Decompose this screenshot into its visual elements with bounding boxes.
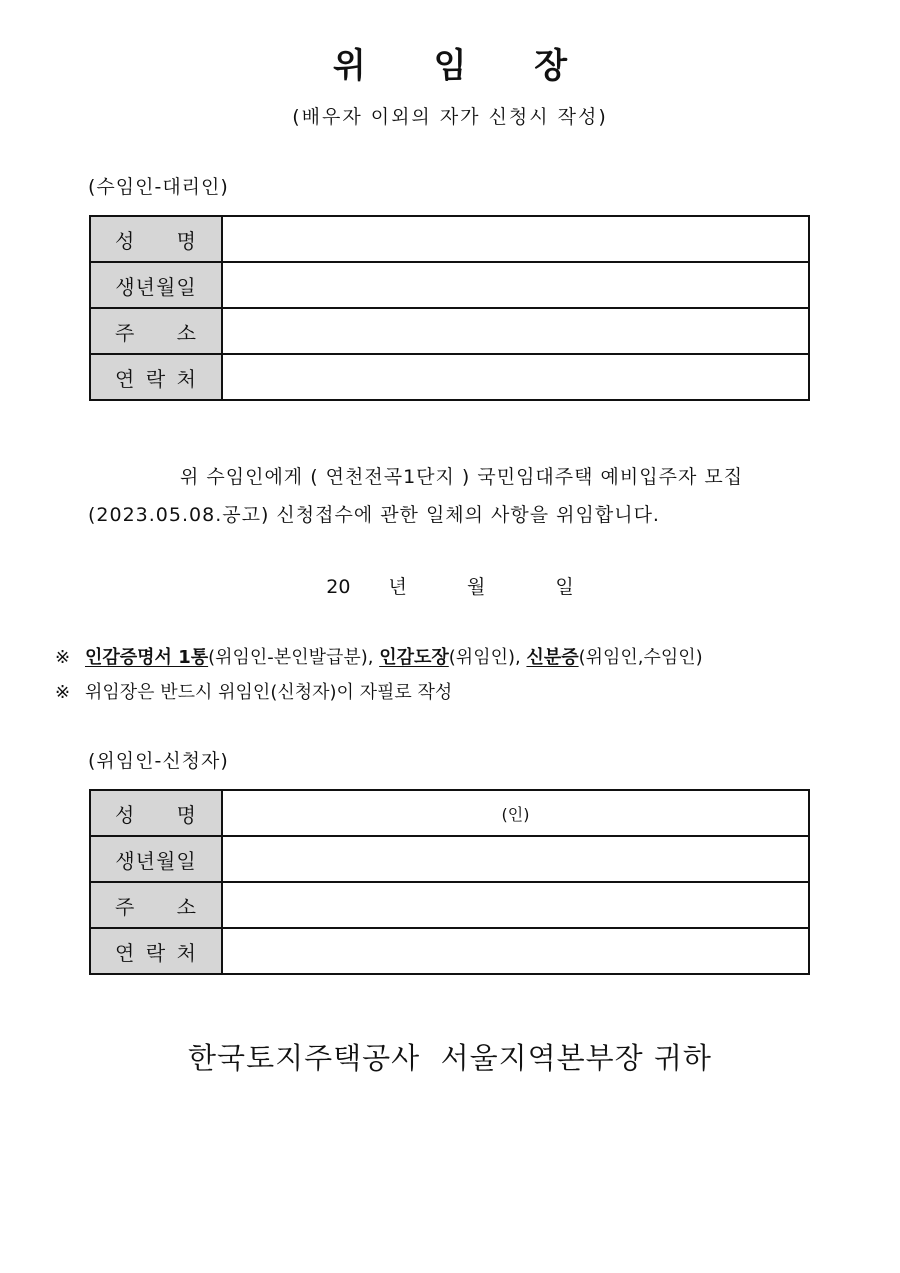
proxy-address-field[interactable] <box>222 308 809 354</box>
table-row <box>90 790 809 836</box>
proxy-contact-field[interactable] <box>222 354 809 400</box>
statement-line-1: 위 수임인에게 ( 연천전곡1단지 ) 국민임대주택 예비입주자 모집 <box>180 466 744 488</box>
document-subtitle: (배우자 이외의 자가 신청시 작성) <box>292 106 608 128</box>
addressee: 한국토지주택공사 서울지역본부장 귀하 <box>188 1041 712 1075</box>
birthdate-label: 생년월일 <box>90 836 222 882</box>
proxy-section-label: (수임인-대리인) <box>88 176 229 198</box>
grantor-info-table <box>89 789 810 975</box>
statement-line-2: (2023.05.08.공고) 신청접수에 관한 일체의 사항을 위임합니다. <box>88 504 660 526</box>
note-handwriting: ※ 위임장은 반드시 위임인(신청자)이 자필로 작성 <box>55 682 453 703</box>
table-row <box>90 836 809 882</box>
table-row <box>90 354 809 400</box>
proxy-birthdate-field[interactable] <box>222 262 809 308</box>
delegation-statement <box>88 458 854 534</box>
table-row <box>90 882 809 928</box>
grantor-address-field[interactable] <box>222 882 809 928</box>
month-label: 월 <box>466 576 486 598</box>
address-label: 주 소 <box>90 882 222 928</box>
year-prefix: 20 <box>326 576 351 598</box>
year-label: 년 <box>388 576 407 598</box>
table-row <box>90 262 809 308</box>
birthdate-label: 생년월일 <box>90 262 222 308</box>
grantor-section-label: (위임인-신청자) <box>88 750 229 772</box>
name-label: 성 명 <box>90 216 222 262</box>
contact-label: 연 락 처 <box>90 928 222 974</box>
table-row <box>90 308 809 354</box>
document-title: 위 임 장 <box>332 46 596 86</box>
grantor-contact-field[interactable] <box>222 928 809 974</box>
reference-mark-icon: ※ <box>55 647 71 668</box>
proxy-info-table <box>89 215 810 401</box>
address-label: 주 소 <box>90 308 222 354</box>
reference-mark-icon: ※ <box>55 682 71 703</box>
seal-mark: (인) <box>501 804 530 824</box>
day-label: 일 <box>555 576 574 598</box>
date-line <box>0 572 900 599</box>
name-label: 성 명 <box>90 790 222 836</box>
grantor-name-field[interactable] <box>222 790 809 836</box>
note-required-documents: ※ 인감증명서 1통(위임인-본인발급분), 인감도장(위임인), 신분증(위임인,수임인) <box>55 647 703 668</box>
table-row <box>90 928 809 974</box>
proxy-name-field[interactable] <box>222 216 809 262</box>
grantor-birthdate-field[interactable] <box>222 836 809 882</box>
table-row <box>90 216 809 262</box>
contact-label: 연 락 처 <box>90 354 222 400</box>
